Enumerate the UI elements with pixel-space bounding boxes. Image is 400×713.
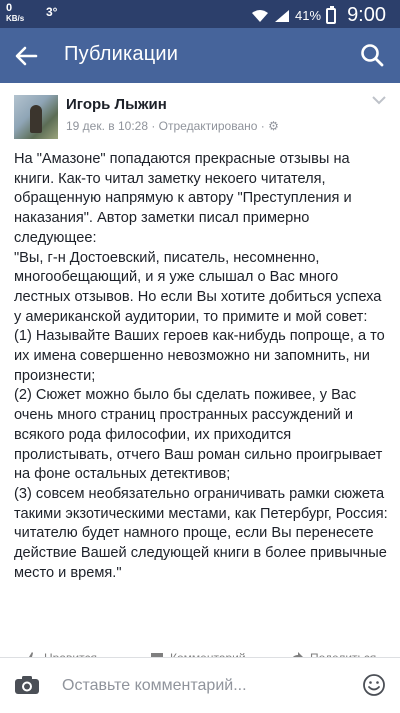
post-meta: 19 дек. в 10:28 · Отредактировано · ⚙: [66, 119, 279, 133]
clock: 9:00: [347, 4, 386, 26]
network-speed: [6, 3, 24, 24]
wifi-icon: [251, 9, 269, 23]
post-card: [0, 83, 400, 657]
chevron-down-icon[interactable]: [372, 95, 386, 105]
notification-indicator: 3°: [46, 5, 58, 19]
data-rate: 0: [6, 2, 13, 14]
status-bar: [0, 0, 400, 28]
signal-icon: [274, 9, 290, 23]
search-icon[interactable]: [358, 41, 386, 69]
page-title: Публикации: [64, 43, 179, 65]
data-unit: KB/s: [6, 14, 25, 23]
back-arrow-icon[interactable]: [12, 42, 40, 70]
battery-percent: 41%: [295, 8, 322, 23]
battery-icon: [326, 8, 336, 24]
emoji-icon[interactable]: [362, 673, 386, 697]
comment-bar: [0, 657, 400, 713]
author-name[interactable]: Игорь Лыжин: [66, 96, 167, 113]
camera-icon[interactable]: [14, 675, 40, 695]
app-bar: [0, 28, 400, 83]
post-text: На "Амазоне" попадаются прекрасные отзывы на книги. Как-то читал заметку некоего читателя, обращенную напрямую к автору "Преступления и наказания". Автор заметки писал примерно следующее: "Вы, г-н Достоевский, писатель, несомненно, многообещающий, и я уже слышал о Вас много лестных отзывов. Но если Вы хотите добиться успеха у американской аудитории, то примите и мой совет: (1) Называйте Ваших героев как-нибудь попроще, а то их имена совершенно невозможно ни запомнить, ни произнести; (2) Сюжет можно было бы сделать поживее, у Вас очень много страниц пространных рассуждений и всякого рода философии, их приходится пролистывать, отчего Ваш роман сильно проигрывает на фоне остальных детективов; (3) совсем необязательно ограничивать рамки сюжета такими экзотическими местами, как Петербург, Россия: читателю будет намного проще, если Вы перенесете действие Вашей следующей книги в более привычные место и время.": [14, 151, 388, 581]
avatar[interactable]: [14, 95, 58, 139]
comment-input[interactable]: [62, 674, 332, 698]
